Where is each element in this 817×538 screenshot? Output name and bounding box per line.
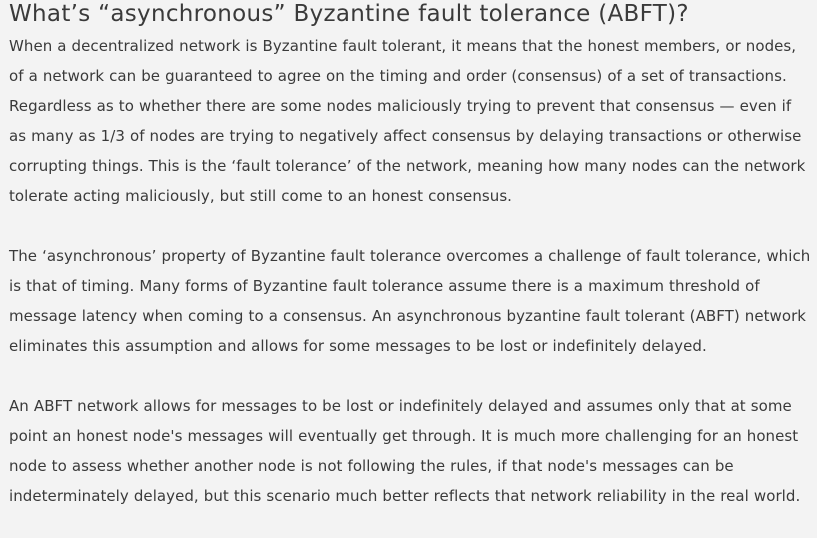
paragraph-bft-definition: When a decentralized network is Byzantine fault tolerant, it means that the honest members, or nodes, of a network can be guaranteed to agree on the timing and order (consensus) of a set of transactions. Regardless as to whether there are some nodes maliciously trying to prevent that consensus — even if as many as 1/3 of nodes are trying to negatively affect consensus by delaying transactions or otherwise corrupting things. This is the ‘fault tolerance’ of the network, meaning how many nodes can the network tolerate acting maliciously, but still come to an honest consensus. (9, 37, 806, 205)
article-title: What’s “asynchronous” Byzantine fault tolerance (ABFT)? (9, 1, 689, 27)
paragraph-abft-network: An ABFT network allows for messages to be lost or indefinitely delayed and assumes only that at some point an honest node's messages will eventually get through. It is much more challenging for an honest node to assess whether another node is not following the rules, if that node's messages can be indeterminately delayed, but this scenario much better reflects that network reliability in the real world. (9, 397, 801, 505)
paragraph-asynchronous-property: The ‘asynchronous’ property of Byzantine fault tolerance overcomes a challenge of fault tolerance, which is that of timing. Many forms of Byzantine fault tolerance assume there is a maximum threshold of message latency when coming to a consensus. An asynchronous byzantine fault tolerant (ABFT) network eliminates this assumption and allows for some messages to be lost or indefinitely delayed. (9, 247, 811, 355)
